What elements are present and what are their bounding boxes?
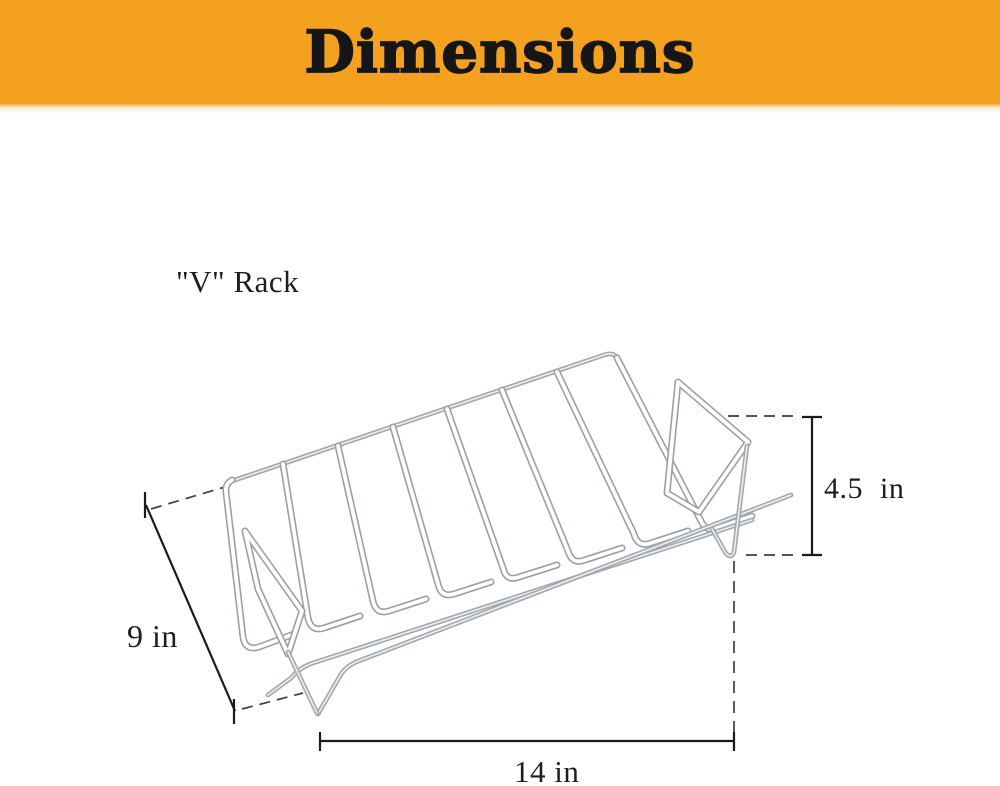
depth-extension-bottom xyxy=(242,693,303,709)
rack-right-handle xyxy=(667,382,748,512)
page-title: Dimensions xyxy=(304,17,696,86)
extension-dashed-lines xyxy=(151,416,800,734)
depth-dimension-line xyxy=(145,492,235,724)
product-label: "V" Rack xyxy=(176,264,300,299)
width-dimension-line xyxy=(320,732,734,751)
height-dimension-label: 4.5 in xyxy=(824,472,905,505)
depth-dimension-label: 9 in xyxy=(127,618,178,654)
rack-wireframe xyxy=(226,354,791,714)
rack-lower-rail xyxy=(268,520,752,695)
depth-extension-top xyxy=(151,487,225,509)
rack-lower-rail xyxy=(268,520,752,695)
height-dimension-line xyxy=(802,417,822,555)
header-band xyxy=(0,0,1000,103)
width-dimension-label: 14 in xyxy=(514,754,580,786)
